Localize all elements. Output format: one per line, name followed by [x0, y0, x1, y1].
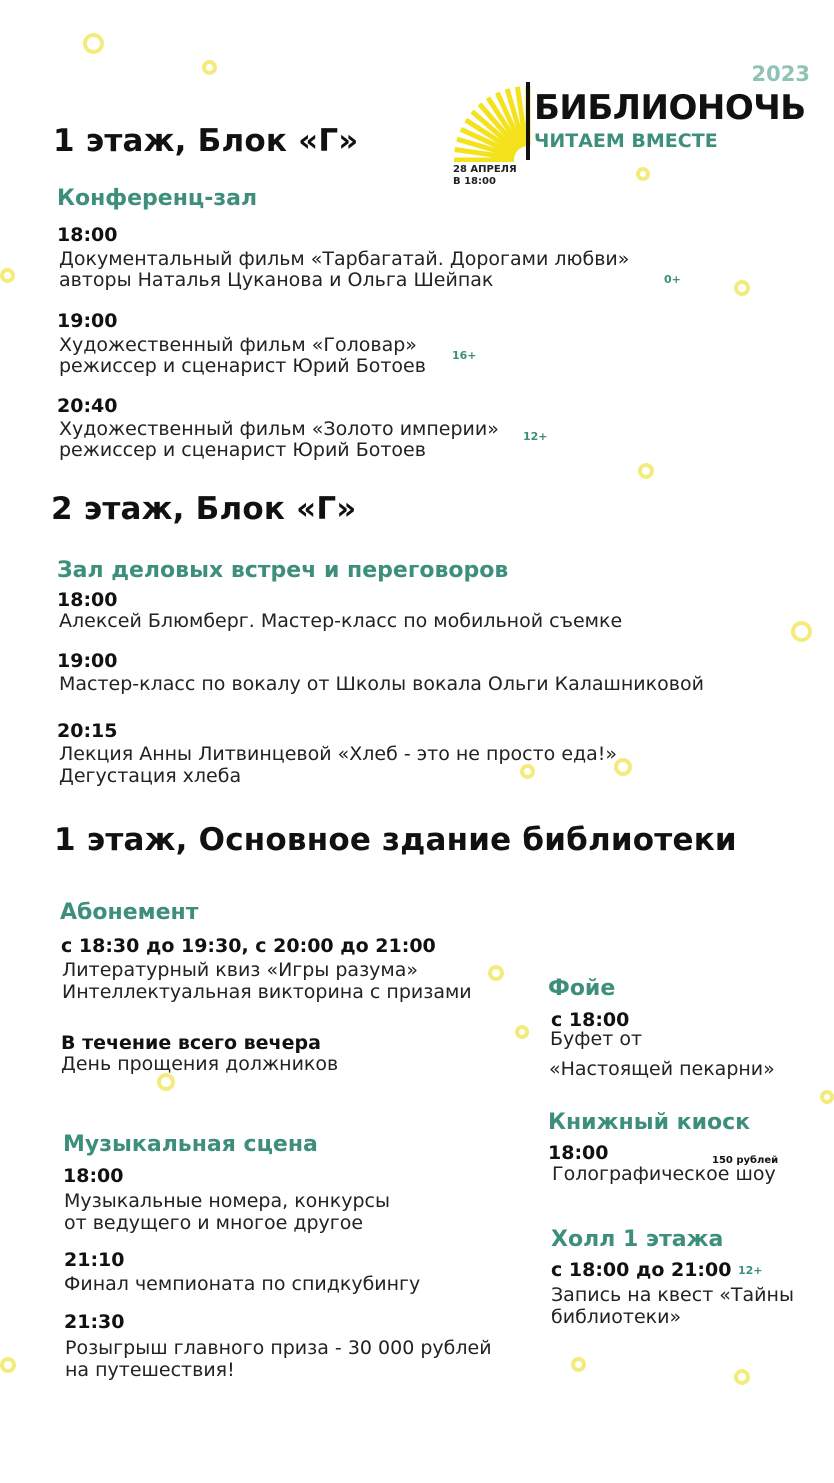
event-time: 18:00	[57, 224, 118, 246]
age-rating: 12+	[523, 430, 548, 443]
decor-ring	[83, 33, 104, 54]
event-title: Алексей Блюмберг. Мастер-класс по мобильной съемке	[59, 610, 623, 632]
event-time: 20:40	[57, 395, 118, 417]
event-title: Документальный фильм «Тарбагатай. Дорогами любви»	[59, 248, 630, 270]
event-title: Буфет от	[550, 1028, 643, 1050]
event-title: Голографическое шоу	[552, 1163, 776, 1185]
logo-divider	[526, 82, 530, 160]
event-title: Лекция Анны Литвинцевой «Хлеб - это не просто еда!»	[59, 743, 618, 765]
sun-rays-icon	[452, 82, 532, 162]
logo	[450, 60, 820, 200]
event-note: Дегустация хлеба	[59, 765, 242, 787]
event-authors: авторы Наталья Цуканова и Ольга Шейпак	[59, 269, 494, 291]
event-time: 21:10	[64, 1249, 125, 1271]
decor-ring	[571, 1357, 586, 1372]
decor-ring	[791, 621, 812, 642]
event-time: 21:30	[64, 1311, 125, 1333]
event-title: Музыкальные номера, конкурсы	[64, 1190, 390, 1212]
event-time: 18:00	[57, 589, 118, 611]
event-time: 18:00	[63, 1165, 124, 1187]
age-rating: 0+	[664, 273, 681, 286]
price-tag: 150 рублей	[712, 1155, 779, 1166]
logo-date	[453, 164, 517, 188]
event-title: библиотеки»	[551, 1306, 682, 1328]
event-time: 19:00	[57, 650, 118, 672]
event-title: Мастер-класс по вокалу от Школы вокала Ольги Калашниковой	[59, 673, 704, 695]
event-time: с 18:00 до 21:00	[551, 1259, 732, 1281]
venue-title: Фойе	[548, 976, 616, 1001]
decor-ring	[202, 60, 217, 75]
venue-title: Абонемент	[60, 900, 199, 925]
decor-ring	[157, 1073, 175, 1091]
age-rating: 16+	[452, 349, 477, 362]
age-rating: 12+	[738, 1264, 763, 1277]
logo-date-line: 28 АПРЕЛЯ	[453, 164, 517, 175]
event-time: В течение всего вечера	[61, 1032, 321, 1054]
event-title: «Настоящей пекарни»	[549, 1058, 775, 1080]
event-title: Художественный фильм «Головар»	[59, 334, 417, 356]
decor-ring	[515, 1025, 529, 1039]
event-time: 18:00	[548, 1142, 609, 1164]
event-title: День прощения должников	[61, 1053, 339, 1075]
event-title: Розыгрыш главного приза - 30 000 рублей	[65, 1337, 492, 1359]
event-title: Запись на квест «Тайны	[551, 1284, 794, 1306]
venue-title: Конференц-зал	[57, 186, 258, 211]
decor-ring	[638, 463, 654, 479]
decor-ring	[734, 280, 750, 296]
logo-subtitle: ЧИТАЕМ ВМЕСТЕ	[534, 130, 718, 152]
logo-time-line: В 18:00	[453, 176, 496, 187]
venue-title: Музыкальная сцена	[63, 1132, 318, 1157]
event-title: на путешествия!	[65, 1359, 235, 1381]
event-authors: режиссер и сценарист Юрий Ботоев	[59, 439, 426, 461]
event-title: Интеллектуальная викторина с призами	[62, 981, 472, 1003]
event-time: 19:00	[57, 310, 118, 332]
event-time: 20:15	[57, 720, 118, 742]
decor-ring	[0, 268, 15, 283]
decor-ring	[520, 764, 535, 779]
venue-title: Книжный киоск	[548, 1110, 751, 1135]
venue-title: Зал деловых встреч и переговоров	[57, 558, 509, 583]
decor-ring	[734, 1369, 750, 1385]
decor-ring	[820, 1090, 834, 1104]
event-title: от ведущего и многое другое	[64, 1212, 364, 1234]
event-title: Литературный квиз «Игры разума»	[62, 959, 419, 981]
logo-title: БИБЛИОНОЧЬ	[534, 88, 806, 128]
event-time: с 18:30 до 19:30, с 20:00 до 21:00	[61, 935, 436, 957]
section-heading: 1 этаж, Блок «Г»	[53, 123, 359, 159]
event-time: с 18:00	[551, 1009, 630, 1031]
decor-ring	[0, 1357, 16, 1373]
event-authors: режиссер и сценарист Юрий Ботоев	[59, 355, 426, 377]
section-heading: 2 этаж, Блок «Г»	[51, 491, 357, 527]
event-title: Финал чемпионата по спидкубингу	[64, 1273, 421, 1295]
event-title: Художественный фильм «Золото империи»	[59, 418, 499, 440]
section-heading: 1 этаж, Основное здание библиотеки	[54, 822, 737, 858]
logo-year: 2023	[751, 62, 810, 86]
venue-title: Холл 1 этажа	[551, 1227, 724, 1252]
decor-ring	[488, 965, 504, 981]
